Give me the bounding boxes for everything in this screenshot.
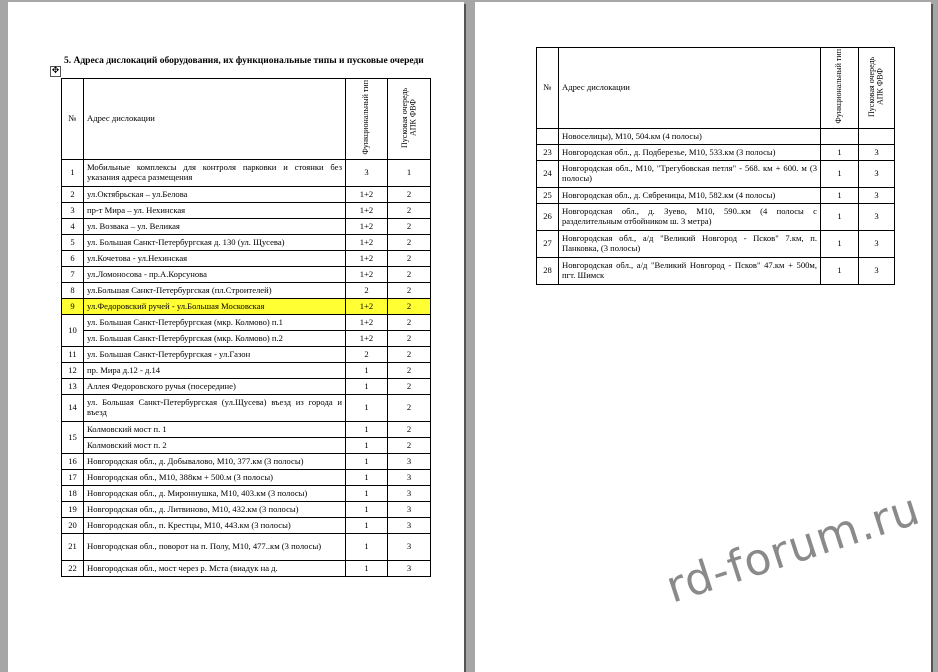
table-row <box>62 347 431 363</box>
document-page-1 <box>8 2 464 672</box>
row-address: Новгородская обл., М10, "Трегубовская петля" - 568. км + 600. м (3 полосы) <box>559 161 821 188</box>
row-address: Новгородская обл., п. Крестцы, М10, 443.км (3 полосы) <box>84 518 346 534</box>
row-address: Колмовский мост п. 1 <box>84 422 346 438</box>
column-header-num: № <box>537 48 559 129</box>
row-launch: 1 <box>388 160 431 187</box>
row-address: пр-т Мира – ул. Нехинская <box>84 203 346 219</box>
row-number: 7 <box>62 267 84 283</box>
column-header-launch-label: Пусковая очередь АПК ФВФ <box>399 87 417 148</box>
row-number: 9 <box>62 299 84 315</box>
row-launch <box>859 129 895 145</box>
row-func-type: 1+2 <box>346 315 388 331</box>
row-func-type <box>821 129 859 145</box>
row-number: 25 <box>537 188 559 204</box>
table-row-continuation <box>537 129 895 145</box>
row-launch: 2 <box>388 315 431 331</box>
table-row <box>62 454 431 470</box>
table-row <box>62 486 431 502</box>
row-func-type: 1 <box>346 518 388 534</box>
row-number: 21 <box>62 534 84 561</box>
row-launch: 3 <box>388 534 431 561</box>
row-func-type: 3 <box>346 160 388 187</box>
watermark: rd-forum.ru <box>660 483 927 614</box>
row-address: ул.Октябрьская – ул.Белова <box>84 187 346 203</box>
row-address: пр. Мира д.12 - д.14 <box>84 363 346 379</box>
row-launch: 2 <box>388 203 431 219</box>
row-address: Новгородская обл., д. Литвиново, М10, 432.км (3 полосы) <box>84 502 346 518</box>
table-row <box>62 235 431 251</box>
row-func-type: 1 <box>346 363 388 379</box>
row-number: 19 <box>62 502 84 518</box>
table-row <box>62 160 431 187</box>
row-address: ул.Федоровский ручей - ул.Большая Московская <box>84 299 346 315</box>
table-row <box>62 219 431 235</box>
row-address: Новгородская обл., д. Мироннушка, М10, 403.км (3 полосы) <box>84 486 346 502</box>
row-func-type: 1 <box>346 422 388 438</box>
table-header-row <box>62 79 431 160</box>
row-address: ул. Большая Санкт-Петербургская - ул.Газон <box>84 347 346 363</box>
row-number: 23 <box>537 145 559 161</box>
row-number: 10 <box>62 315 84 347</box>
row-number: 3 <box>62 203 84 219</box>
table-row <box>537 188 895 204</box>
row-number <box>537 129 559 145</box>
row-number: 20 <box>62 518 84 534</box>
row-func-type: 1 <box>821 231 859 258</box>
row-func-type: 1 <box>821 204 859 231</box>
row-launch: 3 <box>388 486 431 502</box>
row-func-type: 1+2 <box>346 203 388 219</box>
row-launch: 3 <box>859 161 895 188</box>
row-launch: 3 <box>388 454 431 470</box>
row-address: Новгородская обл., М10, 388км + 500.м (3 полосы) <box>84 470 346 486</box>
row-func-type: 1+2 <box>346 299 388 315</box>
row-number: 14 <box>62 395 84 422</box>
table-row <box>62 283 431 299</box>
row-func-type: 1 <box>346 502 388 518</box>
row-launch: 2 <box>388 347 431 363</box>
row-number: 24 <box>537 161 559 188</box>
row-func-type: 1 <box>346 561 388 577</box>
row-launch: 3 <box>388 518 431 534</box>
row-number: 11 <box>62 347 84 363</box>
row-func-type: 1+2 <box>346 219 388 235</box>
row-address: ул.Ломоносова - пр.А.Корсунова <box>84 267 346 283</box>
row-func-type: 1 <box>346 534 388 561</box>
row-address: Новгородская обл., а/д "Великий Новгород - Псков" 47.км + 500м, пгт. Шимск <box>559 258 821 285</box>
column-header-func-type <box>821 48 859 129</box>
row-number: 16 <box>62 454 84 470</box>
row-number: 26 <box>537 204 559 231</box>
row-launch: 3 <box>859 258 895 285</box>
row-func-type: 1+2 <box>346 251 388 267</box>
table-row <box>62 438 431 454</box>
table-row <box>537 161 895 188</box>
table-move-handle-icon[interactable]: ✥ <box>51 66 60 76</box>
table-row <box>537 231 895 258</box>
row-launch: 2 <box>388 251 431 267</box>
table-row <box>62 267 431 283</box>
row-number: 1 <box>62 160 84 187</box>
row-address: Колмовский мост п. 2 <box>84 438 346 454</box>
row-func-type: 1 <box>346 438 388 454</box>
row-address: ул. Большая Санкт-Петербургская (мкр. Колмово) п.2 <box>84 331 346 347</box>
row-number: 12 <box>62 363 84 379</box>
table-row <box>62 331 431 347</box>
row-address: Мобильные комплексы для контроля парковки и стоянки без указания адреса размещения <box>84 160 346 187</box>
table-row <box>62 203 431 219</box>
row-number: 27 <box>537 231 559 258</box>
row-number: 6 <box>62 251 84 267</box>
row-launch: 2 <box>388 438 431 454</box>
row-func-type: 1+2 <box>346 187 388 203</box>
row-address: ул. Возвака – ул. Великая <box>84 219 346 235</box>
row-number: 2 <box>62 187 84 203</box>
row-number: 8 <box>62 283 84 299</box>
table-row <box>537 145 895 161</box>
row-launch: 2 <box>388 299 431 315</box>
table-row <box>62 395 431 422</box>
row-number: 5 <box>62 235 84 251</box>
row-number: 4 <box>62 219 84 235</box>
column-header-address: Адрес дислокации <box>84 79 346 160</box>
table-row <box>62 422 431 438</box>
row-address: ул. Большая Санкт-Петербургская д. 130 (ул. Щусева) <box>84 235 346 251</box>
row-address: Новоселицы), М10, 504.км (4 полосы) <box>559 129 821 145</box>
table-row <box>62 299 431 315</box>
row-address: Новгородская обл., а/д "Великий Новгород - Псков" 7.км, п. Панковка, (3 полосы) <box>559 231 821 258</box>
column-header-func-type-label: Функциональный тип <box>834 49 844 124</box>
row-address: Новгородская обл., д. Зуево, М10, 590..км (4 полосы с разделительным отбойником ш. 3 метра) <box>559 204 821 231</box>
row-number: 18 <box>62 486 84 502</box>
table-row <box>62 470 431 486</box>
row-func-type: 2 <box>346 283 388 299</box>
row-number: 28 <box>537 258 559 285</box>
row-launch: 3 <box>388 561 431 577</box>
row-launch: 2 <box>388 422 431 438</box>
column-header-func-type <box>346 79 388 160</box>
table-header-row <box>537 48 895 129</box>
row-func-type: 1 <box>346 379 388 395</box>
row-launch: 2 <box>388 267 431 283</box>
row-func-type: 1 <box>821 188 859 204</box>
row-number: 22 <box>62 561 84 577</box>
row-launch: 2 <box>388 379 431 395</box>
row-number: 17 <box>62 470 84 486</box>
table-row <box>62 187 431 203</box>
table-row <box>62 534 431 561</box>
row-launch: 2 <box>388 219 431 235</box>
table-row <box>62 251 431 267</box>
row-func-type: 1 <box>346 486 388 502</box>
table-row <box>537 204 895 231</box>
row-launch: 3 <box>388 502 431 518</box>
dislocation-table <box>61 78 431 577</box>
table-row <box>62 561 431 577</box>
section-heading: 5. Адреса дислокаций оборудования, их функциональные типы и пусковые очереди <box>64 56 424 66</box>
dislocation-table-continued <box>536 47 895 285</box>
column-header-launch <box>388 79 431 160</box>
row-launch: 2 <box>388 395 431 422</box>
column-header-address: Адрес дислокации <box>559 48 821 129</box>
table-row <box>62 363 431 379</box>
row-address: ул.Большая Санкт-Петербургская (пл.Строителей) <box>84 283 346 299</box>
row-address: Аллея Федоровского ручья (посередине) <box>84 379 346 395</box>
row-address: ул.Кочетова - ул.Нехинская <box>84 251 346 267</box>
row-address: Новгородская обл., поворот на п. Полу, М10, 477..км (3 полосы) <box>84 534 346 561</box>
row-func-type: 1 <box>821 258 859 285</box>
column-header-launch-label: Пусковая очередь АПК ФВФ <box>867 56 885 117</box>
row-launch: 2 <box>388 235 431 251</box>
row-func-type: 1 <box>821 161 859 188</box>
row-launch: 3 <box>859 231 895 258</box>
row-func-type: 1 <box>346 470 388 486</box>
row-launch: 2 <box>388 187 431 203</box>
row-launch: 2 <box>388 363 431 379</box>
row-number: 13 <box>62 379 84 395</box>
table-row <box>537 258 895 285</box>
row-launch: 3 <box>388 470 431 486</box>
row-launch: 3 <box>859 204 895 231</box>
row-func-type: 1 <box>821 145 859 161</box>
row-launch: 3 <box>859 188 895 204</box>
row-func-type: 2 <box>346 347 388 363</box>
column-header-launch <box>859 48 895 129</box>
row-address: Новгородская обл., мост через р. Мста (виадук на д. <box>84 561 346 577</box>
table-row <box>62 518 431 534</box>
row-address: Новгородская обл., д. Подберезье, М10, 533.км (3 полосы) <box>559 145 821 161</box>
column-header-num: № <box>62 79 84 160</box>
row-func-type: 1 <box>346 454 388 470</box>
column-header-func-type-label: Функциональный тип <box>361 80 371 155</box>
row-launch: 2 <box>388 283 431 299</box>
row-number: 15 <box>62 422 84 454</box>
row-address: ул. Большая Санкт-Петербургская (ул.Щусева) въезд из города и въезд <box>84 395 346 422</box>
row-address: ул. Большая Санкт-Петербургская (мкр. Колмово) п.1 <box>84 315 346 331</box>
row-address: Новгородская обл., д. Добывалово, М10, 377.км (3 полосы) <box>84 454 346 470</box>
row-func-type: 1+2 <box>346 267 388 283</box>
table-row <box>62 315 431 331</box>
table-row <box>62 379 431 395</box>
row-launch: 2 <box>388 331 431 347</box>
row-address: Новгородская обл., д. Сябреницы, М10, 582.км (4 полосы) <box>559 188 821 204</box>
row-func-type: 1+2 <box>346 235 388 251</box>
table-row <box>62 502 431 518</box>
row-launch: 3 <box>859 145 895 161</box>
row-func-type: 1+2 <box>346 331 388 347</box>
row-func-type: 1 <box>346 395 388 422</box>
